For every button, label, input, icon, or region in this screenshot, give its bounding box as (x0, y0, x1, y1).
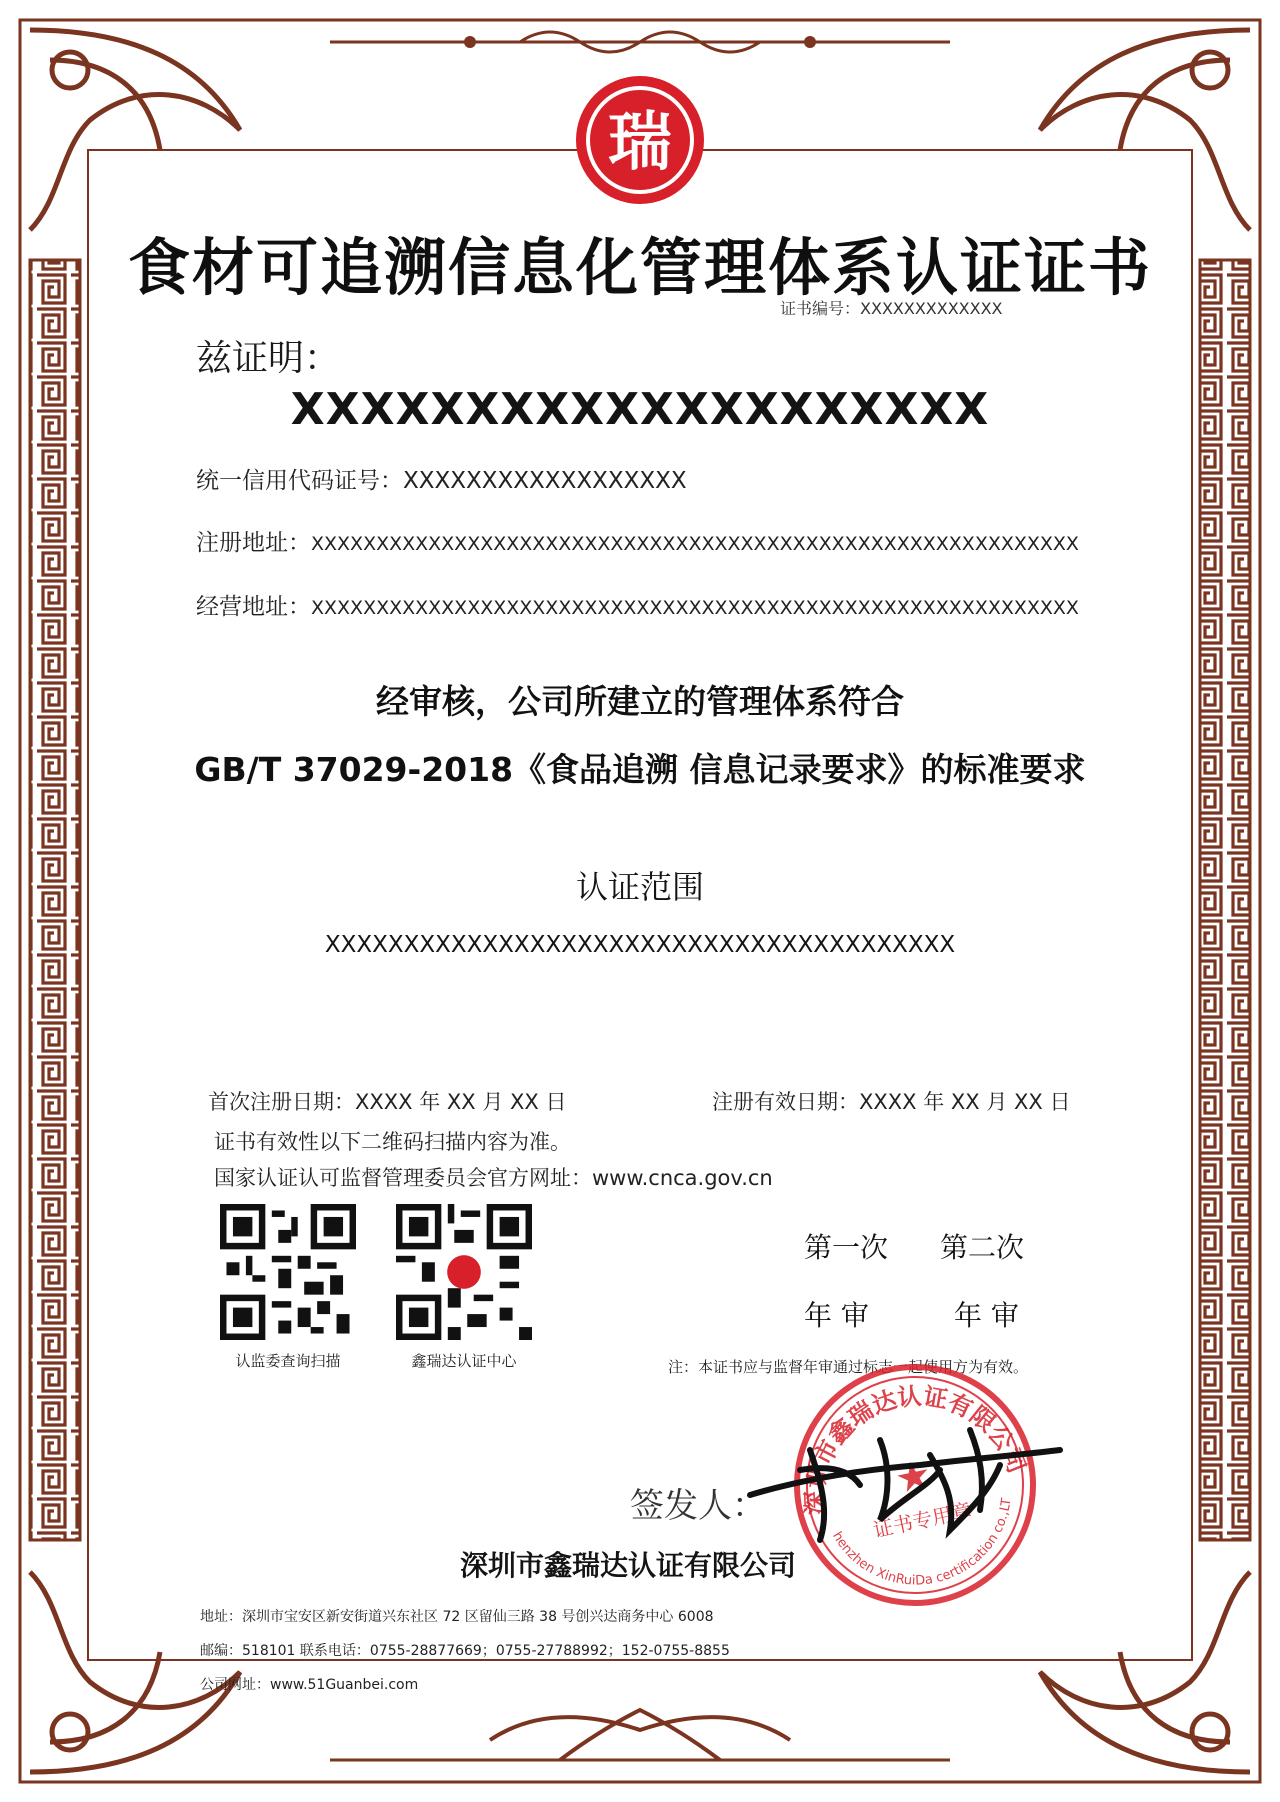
footer-contact: 邮编：518101 联系电话：0755-28877669；0755-27788992；152-0755-8855 (200, 1643, 730, 1659)
signer-label: 签发人： (630, 1486, 766, 1526)
qr-code-icon (396, 1204, 532, 1340)
audit-2-title: 第二次 (940, 1231, 1025, 1264)
seal-english: Shenzhen XinRuiDa certification co.,LTD (829, 1497, 1015, 1589)
biz-address-row (196, 588, 1079, 621)
footer-address: 地址：深圳市宝安区新安街道兴东社区 72 区留仙三路 38 号创兴达商务中心 6008 (200, 1609, 714, 1625)
valid-until-date (712, 1086, 1070, 1116)
reg-address-value: XXXXXXXXXXXXXXXXXXXXXXXXXXXXXXXXXXXXXXXXXXXXXXXXXXXXXXXXXXX (311, 533, 1079, 555)
brand-logo-text: 瑞 (608, 105, 672, 180)
reg-address-label: 注册地址： (196, 530, 311, 556)
first-registration-label: 首次注册日期： (208, 1090, 355, 1114)
statement-line-2: GB/T 37029-2018《食品追溯 信息记录要求》的标准要求 (194, 750, 1086, 789)
biz-address-value: XXXXXXXXXXXXXXXXXXXXXXXXXXXXXXXXXXXXXXXXXXXXXXXXXXXXXXXXXXX (311, 597, 1079, 619)
credit-code-label: 统一信用代码证号： (196, 468, 403, 494)
qr1-label: 认监委查询扫描 (235, 1352, 341, 1370)
cnca-website-note: 国家认证认可监督管理委员会官方网址：www.cnca.gov.cn (214, 1166, 773, 1190)
certificate-title: 食材可追溯信息化管理体系认证证书 (127, 231, 1152, 304)
statement-line-1: 经审核，公司所建立的管理体系符合 (376, 682, 904, 721)
first-registration-value: XXXX 年 XX 月 XX 日 (355, 1090, 567, 1114)
seal-text: 深圳市鑫瑞达认证有限公司 (800, 1382, 1031, 1516)
audit-1-subtitle: 年 审 (804, 1299, 869, 1332)
brand-logo-icon (570, 70, 710, 210)
scope-value: XXXXXXXXXXXXXXXXXXXXXXXXXXXXXXXXXXXXXXXX (324, 932, 956, 958)
hereby-label: 兹证明： (196, 338, 341, 379)
qr2-label: 鑫瑞达认证中心 (411, 1352, 517, 1370)
qr-code-icon (220, 1204, 356, 1340)
biz-address-label: 经营地址： (196, 594, 311, 620)
certificate-number-value: XXXXXXXXXXXXX (860, 299, 1003, 318)
audit-note: 注：本证书应与监督年审通过标志一起使用方为有效。 (668, 1358, 1029, 1376)
valid-until-value: XXXX 年 XX 月 XX 日 (859, 1090, 1071, 1114)
validity-note: 证书有效性以下二维码扫描内容为准。 (214, 1130, 571, 1154)
audit-2-subtitle: 年 审 (954, 1299, 1019, 1332)
credit-code-value: XXXXXXXXXXXXXXXXXX (403, 468, 687, 494)
scope-title: 认证范围 (575, 868, 704, 906)
svg-text:★: ★ (891, 1450, 936, 1504)
issuer-name: 深圳市鑫瑞达认证有限公司 (460, 1549, 797, 1582)
certificate-number-label: 证书编号： (780, 299, 861, 318)
credit-code-row (196, 462, 687, 495)
reg-address-row (196, 524, 1079, 557)
seal-center-text: 证书专用章 (871, 1498, 974, 1543)
certificate-number (780, 296, 1003, 319)
handwritten-signature (740, 1410, 1070, 1550)
first-registration-date (208, 1086, 566, 1116)
footer-website: 公司网址：www.51Guanbei.com (200, 1677, 419, 1693)
company-name: XXXXXXXXXXXXXXXXXXXX (290, 384, 990, 435)
audit-1-title: 第一次 (804, 1231, 889, 1264)
valid-until-label: 注册有效日期： (712, 1090, 859, 1114)
